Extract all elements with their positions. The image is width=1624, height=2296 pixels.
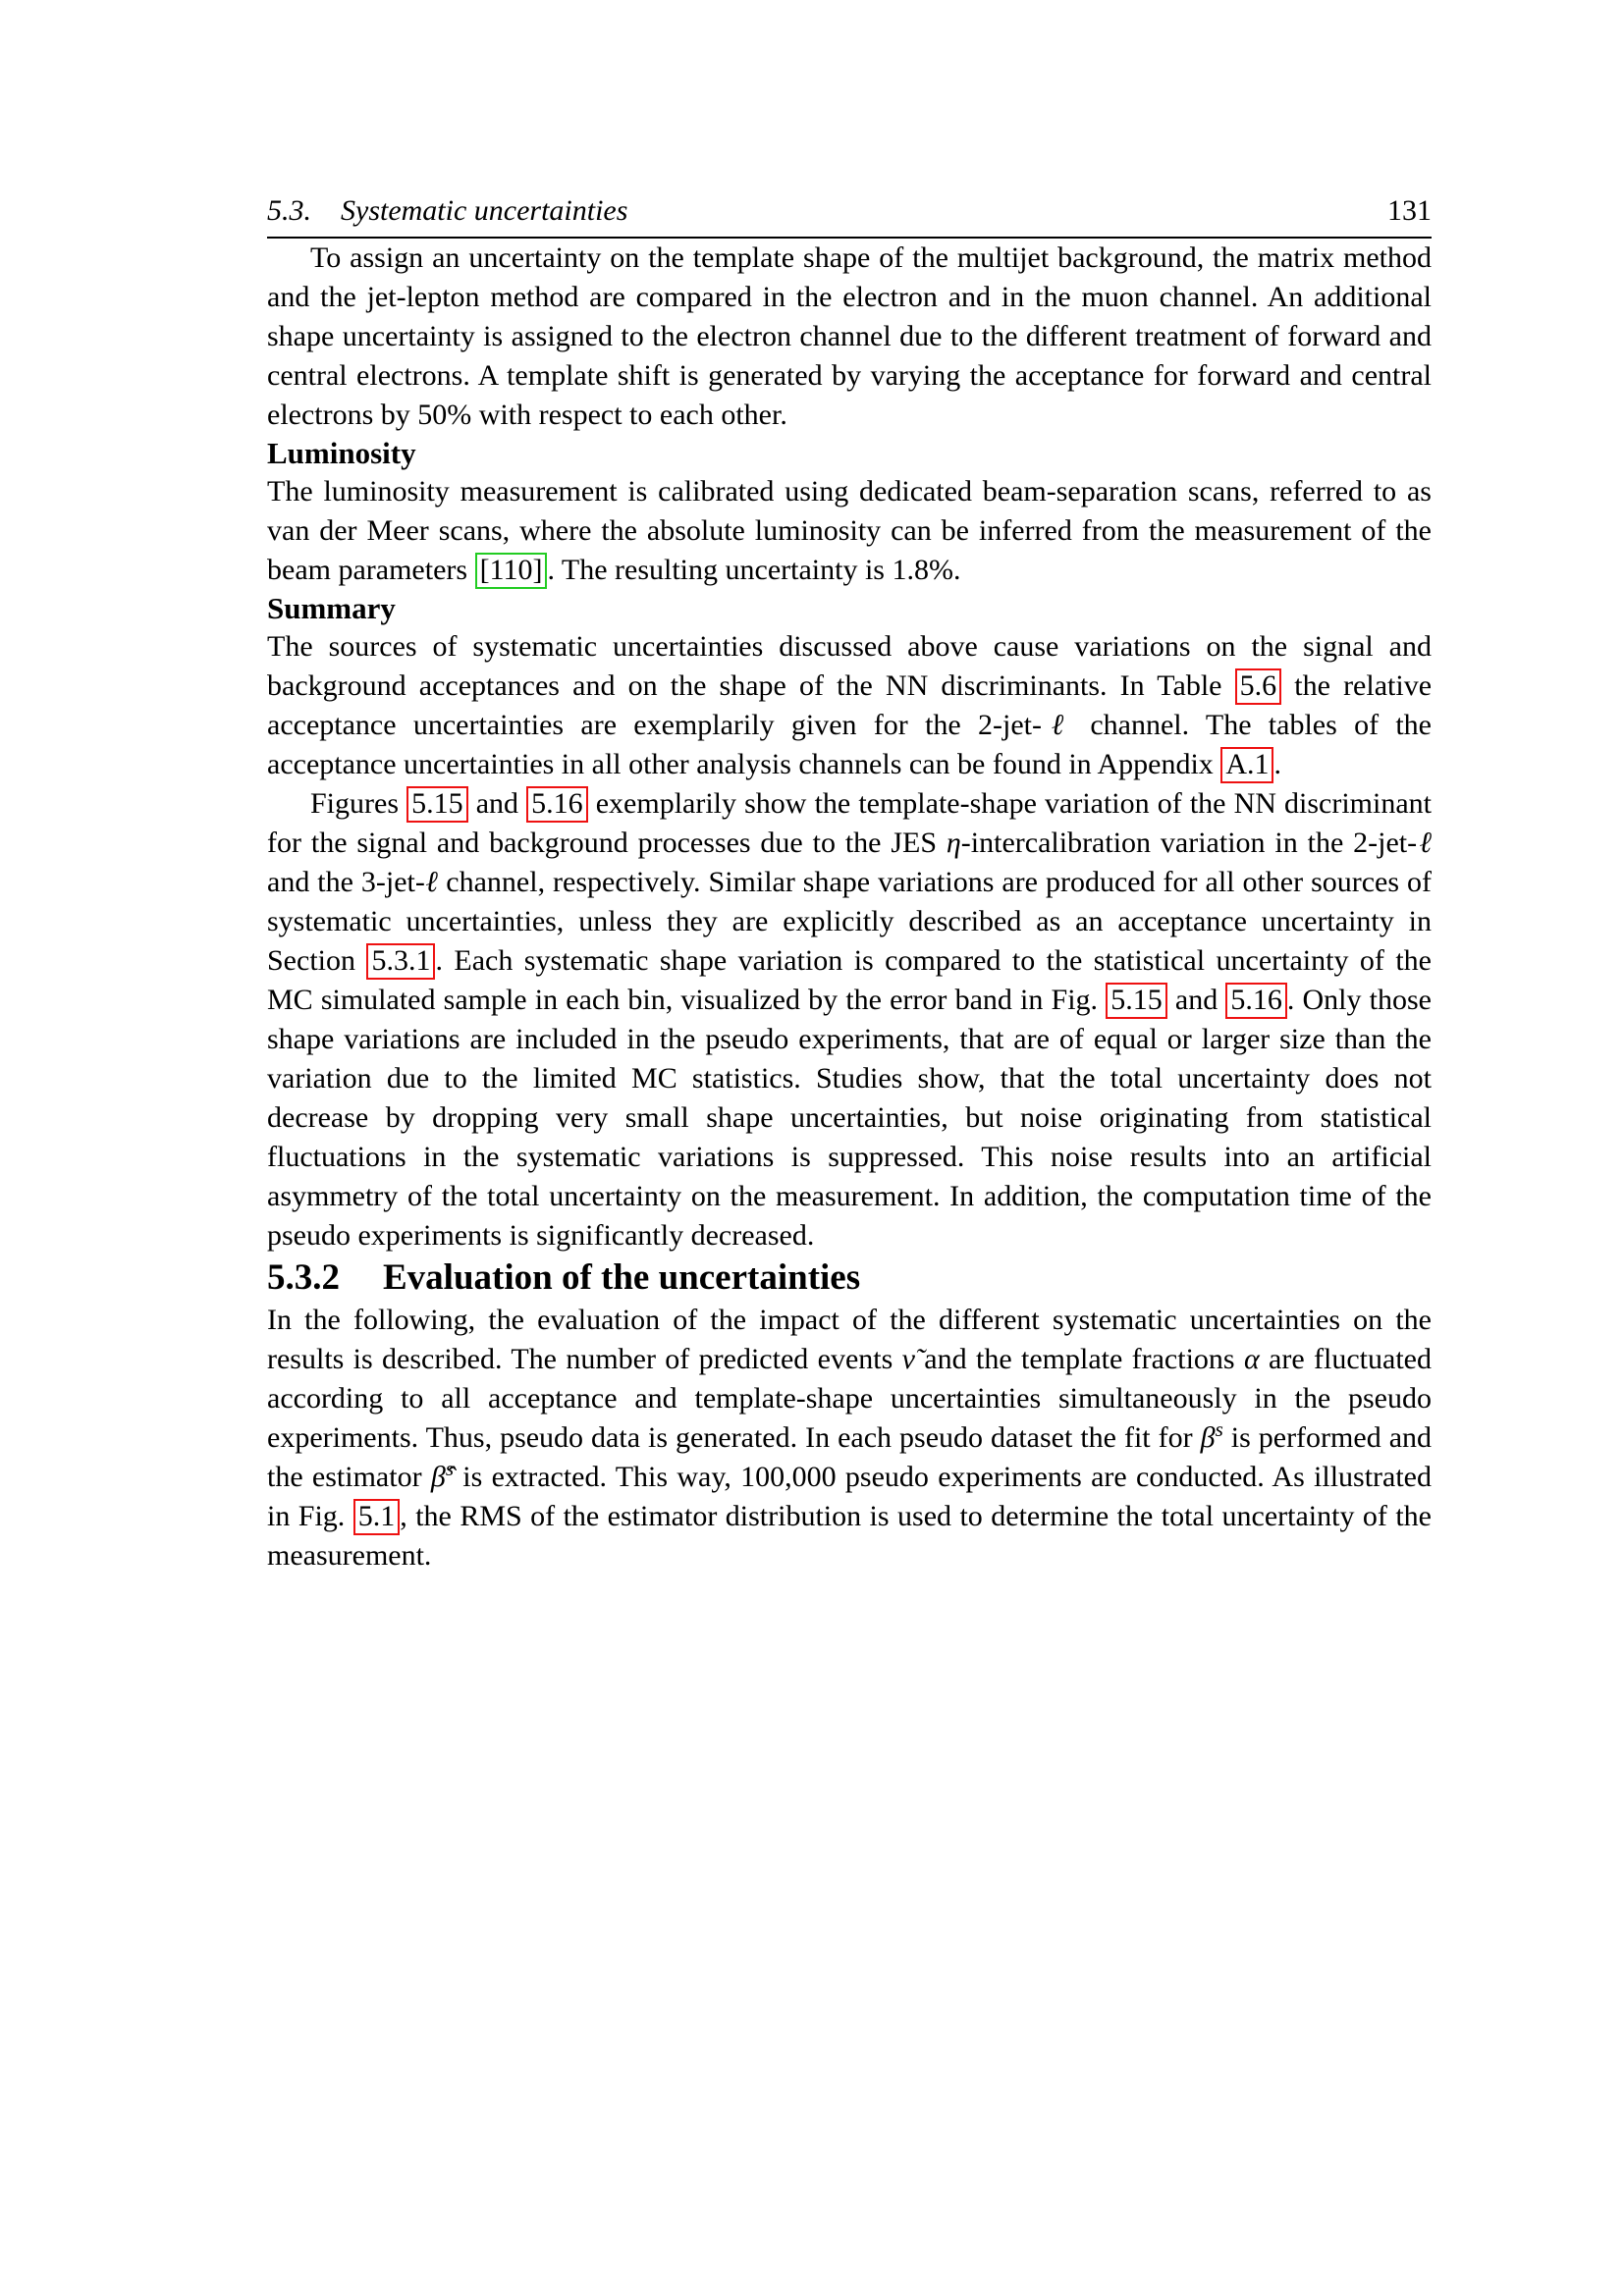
text-column — [267, 192, 1432, 1575]
text-segment: and — [1166, 984, 1226, 1016]
math-alpha: α — [1243, 1343, 1260, 1375]
text-segment: is extracted. This way, 100,000 pseudo experiments are conducted. As illustrated in Fig. — [267, 1461, 1433, 1532]
citation-link-110[interactable]: [110] — [475, 553, 548, 589]
math-beta-hat-s: β̂ — [430, 1461, 446, 1493]
section-ref-5-3-1[interactable]: 5.3.1 — [366, 943, 435, 980]
math-beta-superscript: s — [1215, 1417, 1223, 1441]
text-segment: is performed and the estimator — [267, 1421, 1433, 1493]
figure-ref-5-15[interactable]: 5.15 — [1106, 983, 1167, 1019]
math-ell: ℓ — [424, 866, 439, 898]
running-header-title — [267, 192, 627, 230]
text-segment: The luminosity measurement is calibrated using dedicated beam-separation scans, referred to as van der Meer scans, where the absolute luminosity can be inferred from the measurement of the beam parameters — [267, 475, 1432, 586]
paragraph-summary-shape-variations — [267, 784, 1432, 1255]
heading-luminosity: Luminosity — [267, 436, 416, 470]
running-header — [267, 192, 1432, 239]
paragraph-multijet-template-shape — [267, 239, 1432, 435]
paragraph-summary-acceptance — [267, 627, 1432, 784]
subsection-number: 5.3.2 — [267, 1257, 340, 1298]
figure-ref-5-16[interactable]: 5.16 — [526, 786, 588, 823]
math-beta-s: β — [1200, 1421, 1216, 1454]
text-segment: channel, respectively. Similar shape variations are produced for all other sources of systematic uncertainties, unless they are explicitly described as an acceptance uncertainty in Section — [267, 866, 1432, 977]
text-segment: The sources of systematic uncertainties discussed above cause variations on the signal and background acceptances and on the shape of the NN discriminants. In Table — [267, 630, 1432, 702]
text-segment: the relative acceptance uncertainties are exemplarily given for the 2-jet- — [267, 669, 1433, 741]
text-segment: and — [467, 787, 527, 820]
text-segment: exemplarily show the template-shape variation of the NN discriminant for the signal and background processes due to the JES — [267, 787, 1432, 859]
text-segment: . The resulting uncertainty is 1.8%. — [547, 554, 961, 586]
subsection-title: Evaluation of the uncertainties — [383, 1257, 861, 1298]
text-segment: In the following, the evaluation of the impact of the different systematic uncertainties on the results is described. The number of predicted events — [267, 1304, 1432, 1375]
figure-ref-5-15[interactable]: 5.15 — [406, 786, 468, 823]
table-ref-5-6[interactable]: 5.6 — [1235, 668, 1282, 705]
page-number: 131 — [1387, 194, 1432, 227]
header-section-number: 5.3. — [267, 194, 311, 227]
math-ell: ℓ — [1041, 709, 1074, 741]
text-segment: . Each systematic shape variation is compared to the statistical uncertainty of the MC simulated sample in each bin, visualized by the error band in Fig. — [267, 944, 1432, 1016]
math-ell: ℓ — [1417, 827, 1432, 859]
math-eta: η — [946, 827, 961, 859]
math-beta-hat-superscript: s — [445, 1457, 454, 1480]
text-segment: channel. The tables of the acceptance uncertainties in all other analysis channels can be found in Appendix — [267, 709, 1432, 780]
header-section-title: Systematic uncertainties — [341, 194, 628, 227]
text-segment: . Only those shape variations are included in the pseudo experiments, that are of equal or larger size than the variation due to the limited MC statistics. Studies show, that the total uncertainty does not decrease by dropping very small shape uncertainties, but noise originating from statistical fluctuations in the systematic variations is suppressed. This noise results into an artificial asymmetry of the total uncertainty on the measurement. In addition, the computation time of the pseudo experiments is significantly decreased. — [267, 984, 1433, 1252]
figure-ref-5-16[interactable]: 5.16 — [1225, 983, 1287, 1019]
text-segment: and the 3-jet- — [267, 866, 425, 898]
heading-subsection-5-3-2 — [267, 1255, 1432, 1301]
heading-summary: Summary — [267, 591, 396, 625]
text-segment: . — [1273, 748, 1281, 780]
paragraph-evaluation-uncertainties — [267, 1301, 1432, 1575]
text-segment: -intercalibration variation in the 2-jet- — [960, 827, 1418, 859]
appendix-ref-a-1[interactable]: A.1 — [1220, 747, 1273, 783]
paragraph-luminosity — [267, 472, 1432, 590]
text-segment: and the template fractions — [914, 1343, 1244, 1375]
text-segment: To assign an uncertainty on the template shape of the multijet background, the matrix method and the jet-lepton method are compared in the electron and in the muon channel. An additional shape uncertainty is assigned to the electron channel due to the different treatment of forward and central electrons. A template shift is generated by varying the acceptance for forward and central electrons by 50% with respect to each other. — [267, 241, 1432, 431]
text-segment: Figures — [310, 787, 407, 820]
text-segment: are fluctuated according to all acceptance and template-shape uncertainties simultaneously in the pseudo experiments. Thus, pseudo data is generated. In each pseudo dataset the fit for — [267, 1343, 1432, 1454]
figure-ref-5-1[interactable]: 5.1 — [353, 1499, 401, 1535]
text-segment: , the RMS of the estimator distribution is used to determine the total uncertainty of the measurement. — [267, 1500, 1432, 1572]
math-nu-tilde: ν̃ — [901, 1343, 915, 1375]
